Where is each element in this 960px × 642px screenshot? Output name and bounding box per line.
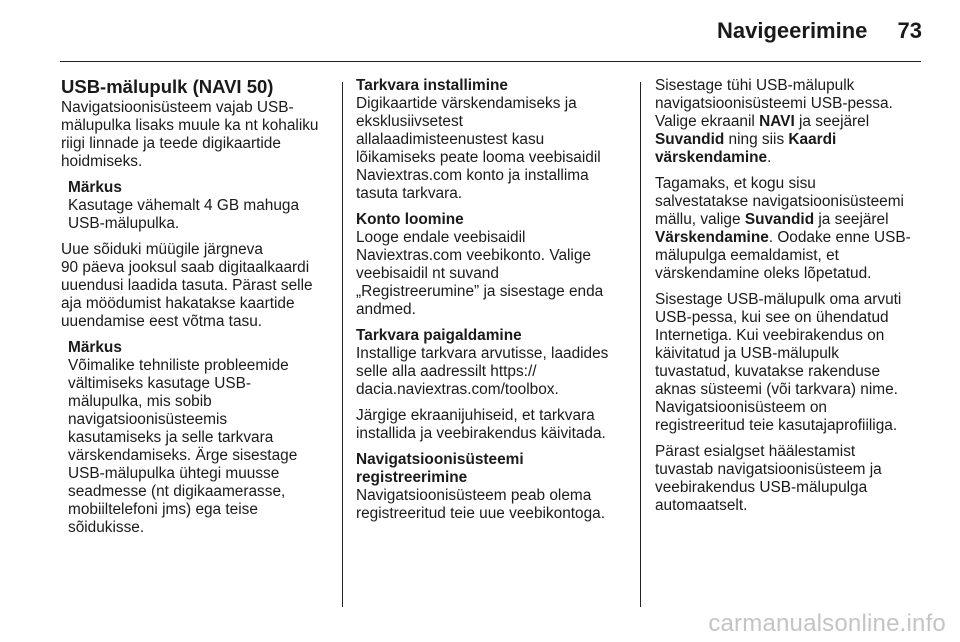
subheading: Konto loomine — [356, 211, 464, 228]
update-paragraph — [61, 241, 333, 331]
text-line: navigatsioonisüsteemi USB-pessa. — [655, 95, 893, 112]
text-line: Digikaartide värskendamiseks ja — [356, 95, 577, 112]
column-divider-2 — [640, 82, 641, 607]
text-line: veebisaidil nt suvand — [356, 265, 499, 282]
text-line: tasuta tarkvara. — [356, 185, 463, 202]
text-line: veebirakendus USB-mälupulga — [655, 479, 868, 496]
computer-usb-paragraph — [655, 291, 927, 435]
setup-follow-paragraph — [356, 407, 628, 443]
text-run: Valige ekraanil — [655, 113, 760, 130]
text-line: USB-pessa, kui see on ühendatud — [655, 309, 889, 326]
text-line: USB-mälupulka. — [68, 215, 180, 232]
text-run: . — [767, 149, 772, 166]
text-line: dacia.naviextras.com/toolbox. — [356, 381, 559, 398]
text-line: Internetiga. Kui veebirakendus on — [655, 327, 885, 344]
page-header-title: Navigeerimine — [717, 18, 868, 43]
text-line: „Registreerumine” ja sisestage enda — [356, 283, 604, 300]
insert-usb-paragraph — [655, 77, 927, 167]
column-divider-1 — [342, 82, 343, 607]
column-3 — [655, 77, 927, 523]
subheading: Tarkvara paigaldamine — [356, 327, 522, 344]
text-line: lõikamiseks peate looma veebisaidil — [356, 149, 601, 166]
subheading: Tarkvara installimine — [356, 77, 508, 94]
text-line: kasutamiseks ja selle tarkvara — [68, 429, 274, 446]
text-run: ja seejärel — [794, 113, 870, 130]
text-line: aja möödumist hakatakse kaartide — [61, 295, 295, 312]
section-title: USB-mälupulk (NAVI 50) — [61, 76, 274, 97]
column-1 — [61, 77, 333, 545]
text-run: mällu, valige — [655, 211, 745, 228]
register-section — [356, 451, 628, 523]
text-line: Tagamaks, et kogu sisu — [655, 175, 816, 192]
text-line: Järgige ekraanijuhiseid, et tarkvara — [356, 407, 595, 424]
text-line: Uue sõiduki müügile järgneva — [61, 241, 263, 258]
note-title: Märkus — [68, 339, 122, 356]
account-section — [356, 211, 628, 319]
text-run: ning siis — [724, 131, 789, 148]
text-line: mälupulka lisaks muule ka nt kohaliku — [61, 117, 319, 134]
text-run: . Oodake enne USB- — [768, 229, 911, 246]
text-line: eksklusiivsetest — [356, 113, 463, 130]
watermark: carmanualsonline.info — [708, 610, 946, 637]
ui-term-varskendamine: värskendamine — [655, 149, 768, 166]
text-line: Installige tarkvara arvutisse, laadides — [356, 345, 609, 362]
text-line: mobiiltelefoni jms) ega teise — [68, 501, 258, 518]
text-line: Navigatsioonisüsteem on — [655, 399, 827, 416]
ui-term-kaardi: Kaardi — [788, 131, 837, 148]
text-line: andmed. — [356, 301, 416, 318]
text-line: Sisestage USB-mälupulk oma arvuti — [655, 291, 902, 308]
text-line: värskendamiseks. Ärge sisestage — [68, 447, 298, 464]
text-line: registreeritud teie kasutajaprofiiliga. — [655, 417, 898, 434]
header-divider — [60, 61, 921, 62]
ui-term-suvandid: Suvandid — [655, 131, 725, 148]
text-line: Navigatsioonisüsteem peab olema — [356, 487, 592, 504]
text-line: allalaadimisteenustest kasu — [356, 131, 545, 148]
text-line: Kasutage vähemalt 4 GB mahuga — [68, 197, 300, 214]
text-line: aknas süsteemi (või tarkvara) nime. — [655, 381, 898, 398]
text-line: uuendusi laadida tasuta. Pärast selle — [61, 277, 313, 294]
save-content-paragraph — [655, 175, 927, 283]
text-line: riigi linnade ja teede digikaartide — [61, 135, 281, 152]
text-line: Sisestage tühi USB-mälupulk — [655, 77, 855, 94]
text-line: seadmesse (nt digikaamerasse, — [68, 483, 286, 500]
text-line: Võimalike tehniliste probleemide — [68, 357, 289, 374]
page-number: 73 — [897, 18, 922, 43]
text-line: installida ja veebirakendus käivitada. — [356, 425, 606, 442]
ui-term-suvandid: Suvandid — [744, 211, 815, 228]
text-line: tuvastatud, kuvatakse rakenduse — [655, 363, 881, 380]
text-line: mälupulka, mis sobib — [68, 393, 212, 410]
intro-paragraph — [61, 99, 333, 171]
text-line: navigatsioonisüsteemis — [68, 411, 228, 428]
ui-term-navi: NAVI — [759, 113, 795, 130]
note-box-capacity — [68, 179, 333, 233]
text-line: käivitatud ja USB-mälupulk — [655, 345, 839, 362]
software-install-section — [356, 77, 628, 203]
text-line: vältimiseks kasutage USB- — [68, 375, 252, 392]
note-title: Märkus — [68, 179, 122, 196]
setup-section — [356, 327, 628, 399]
text-line: selle alla aadressilt https:// — [356, 363, 537, 380]
subheading: registreerimine — [356, 469, 468, 486]
text-line: tuvastab navigatsioonisüsteem ja — [655, 461, 882, 478]
subheading: Navigatsioonisüsteemi — [356, 451, 524, 468]
text-line: automaatselt. — [655, 497, 748, 514]
column-2 — [356, 77, 628, 531]
text-line: USB-mälupulka ühtegi muusse — [68, 465, 280, 482]
auto-detect-paragraph — [655, 443, 927, 515]
text-line: Navigatsioonisüsteem vajab USB- — [61, 99, 294, 116]
text-run: ja seejärel — [814, 211, 889, 228]
text-line: mälupulga eemaldamist, et — [655, 247, 839, 264]
text-line: Pärast esialgset häälestamist — [655, 443, 856, 460]
ui-term-varskendamine: Värskendamine — [655, 229, 769, 246]
text-line: registreeritud teie uue veebikontoga. — [356, 505, 605, 522]
note-box-compatibility — [68, 339, 333, 537]
text-line: Naviextras.com veebikonto. Valige — [356, 247, 591, 264]
text-line: hoidmiseks. — [61, 153, 143, 170]
text-line: Looge endale veebisaidil — [356, 229, 526, 246]
text-line: sõidukisse. — [68, 519, 145, 536]
text-line: 90 päeva jooksul saab digitaalkaardi — [61, 259, 310, 276]
text-line: uuendamise eest võtma tasu. — [61, 313, 263, 330]
text-line: Naviextras.com konto ja installima — [356, 167, 589, 184]
text-line: värskendamine oleks lõpetatud. — [655, 265, 872, 282]
text-line: salvestatakse navigatsioonisüsteemi — [655, 193, 904, 210]
